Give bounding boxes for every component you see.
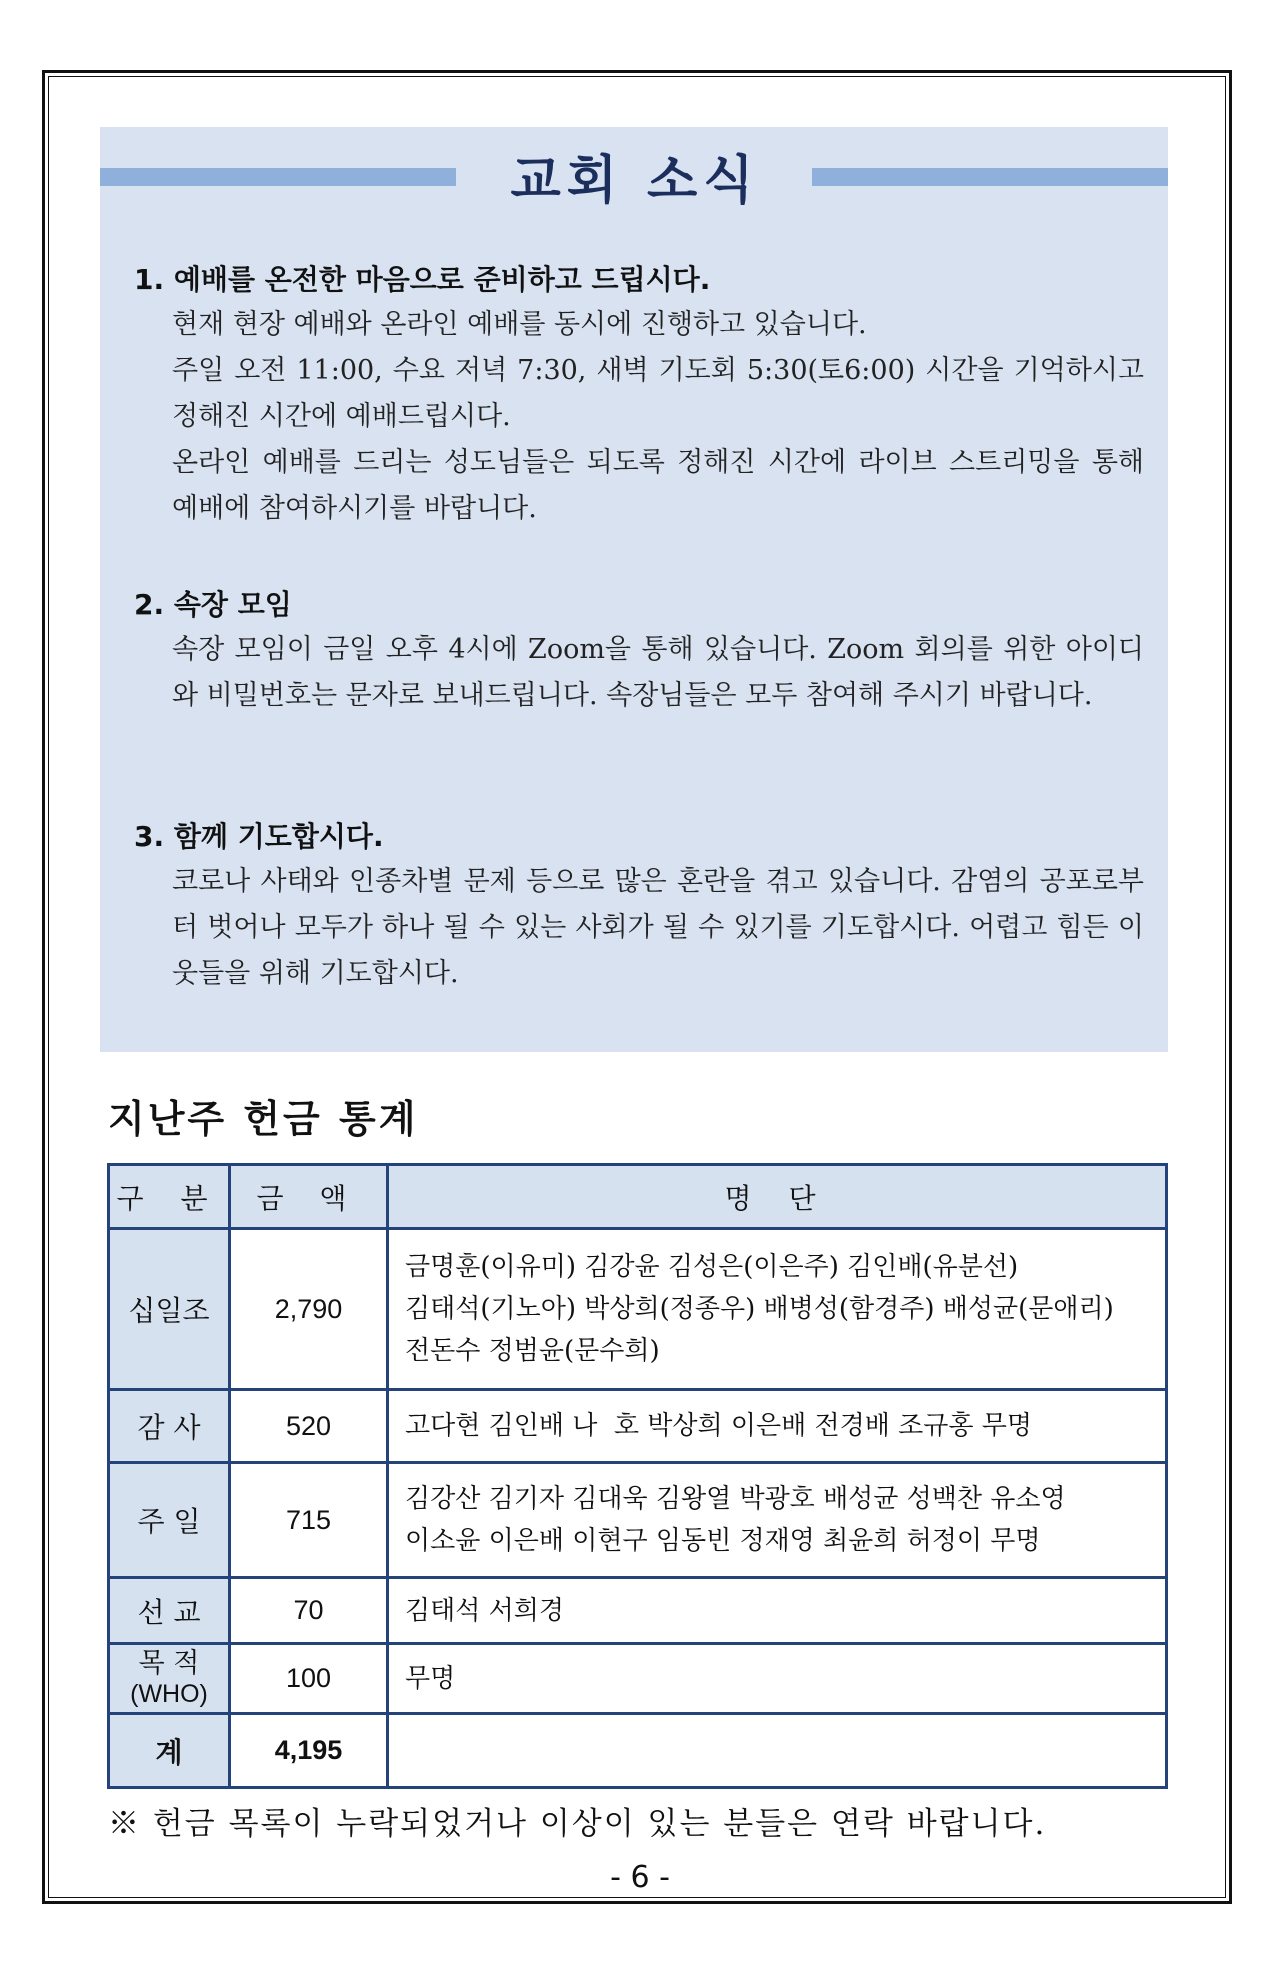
news-paragraph: 코로나 사태와 인종차별 문제 등으로 많은 혼란을 겪고 있습니다. 감염의 공포로부터 벗어나 모두가 하나 될 수 있는 사회가 될 수 있기를 기도합시다. 어렵고 힘든 이웃들을 위해 기도합시다.: [172, 866, 1144, 989]
row-amount: 70: [230, 1578, 388, 1644]
news-paragraph: 현재 현장 예배와 온라인 예배를 동시에 진행하고 있습니다.: [172, 309, 867, 340]
names-line: 무명: [405, 1663, 456, 1694]
page-number: - 6 -: [610, 1860, 670, 1895]
news-paragraph: 온라인 예배를 드리는 성도님들은 되도록 정해진 시간에 라이브 스트리밍을 통해 예배에 참여하시기를 바랍니다.: [172, 447, 1144, 524]
row-amount: 2,790: [230, 1229, 388, 1390]
table-row: [109, 1644, 1167, 1714]
news-section-heading: 2. 속장 모임: [134, 588, 292, 621]
news-section-3: [134, 815, 1144, 997]
row-amount: 715: [230, 1463, 388, 1578]
news-section-body: [134, 302, 1144, 532]
total-amount: 4,195: [230, 1714, 388, 1788]
total-label: 계: [109, 1714, 230, 1788]
names-line: 전돈수 정범윤(문수희): [405, 1336, 660, 1366]
offering-stats-title: 지난주 헌금 통계: [108, 1097, 419, 1141]
table-row: [109, 1229, 1167, 1390]
news-paragraph: 주일 오전 11:00, 수요 저녁 7:30, 새벽 기도회 5:30(토6:00) 시간을 기억하시고 정해진 시간에 예배드립시다.: [172, 355, 1144, 432]
news-section-body: [134, 627, 1144, 719]
row-amount: 520: [230, 1390, 388, 1463]
row-category: 선 교: [109, 1578, 230, 1644]
row-category-sub: (WHO): [130, 1679, 208, 1708]
row-names: [388, 1644, 1167, 1714]
row-category: 감 사: [109, 1390, 230, 1463]
row-category: [109, 1644, 230, 1714]
row-names: [388, 1390, 1167, 1463]
news-section-1: [134, 258, 1144, 532]
names-line: 이소윤 이은배 이현구 임동빈 정재영 최윤희 허정이 무명: [405, 1526, 1041, 1556]
row-names: [388, 1229, 1167, 1390]
news-section-heading: 1. 예배를 온전한 마음으로 준비하고 드립시다.: [134, 263, 711, 296]
names-line: 김태석(기노아) 박상희(정종우) 배병성(함경주) 배성균(문애리): [405, 1294, 1114, 1324]
header-amount: 금 액: [230, 1165, 388, 1229]
title-bar-right: [812, 168, 1168, 186]
news-section-2: [134, 583, 1144, 719]
table-row: [109, 1463, 1167, 1578]
offering-table: [107, 1163, 1168, 1789]
row-names: [388, 1578, 1167, 1644]
header-category: 구 분: [109, 1165, 230, 1229]
church-news-title: 교회 소식: [510, 151, 760, 211]
news-section-heading: 3. 함께 기도합시다.: [134, 820, 384, 853]
table-header-row: [109, 1165, 1167, 1229]
header-names: 명 단: [388, 1165, 1167, 1229]
names-line: 김태석 서희경: [405, 1595, 564, 1626]
row-category-main: 목 적: [138, 1647, 200, 1679]
offering-notice: ※ 헌금 목록이 누락되었거나 이상이 있는 분들은 연락 바랍니다.: [108, 1806, 1047, 1842]
total-row: [109, 1714, 1167, 1788]
table-row: [109, 1578, 1167, 1644]
total-names-empty: [388, 1714, 1167, 1788]
names-line: 금명훈(이유미) 김강윤 김성은(이은주) 김인배(유분선): [405, 1252, 1019, 1282]
title-bar-left: [100, 168, 456, 186]
row-amount: 100: [230, 1644, 388, 1714]
names-line: 고다현 김인배 나 호 박상희 이은배 전경배 조규홍 무명: [405, 1411, 1032, 1441]
row-category: 십일조: [109, 1229, 230, 1390]
news-paragraph: 속장 모임이 금일 오후 4시에 Zoom을 통해 있습니다. Zoom 회의를 위한 아이디와 비밀번호는 문자로 보내드립니다. 속장님들은 모두 참여해 주시기 바랍니다.: [172, 634, 1144, 711]
table-row: [109, 1390, 1167, 1463]
row-category: 주 일: [109, 1463, 230, 1578]
names-line: 김강산 김기자 김대욱 김왕열 박광호 배성균 성백찬 유소영: [405, 1484, 1066, 1514]
row-names: [388, 1463, 1167, 1578]
news-section-body: [134, 859, 1144, 997]
